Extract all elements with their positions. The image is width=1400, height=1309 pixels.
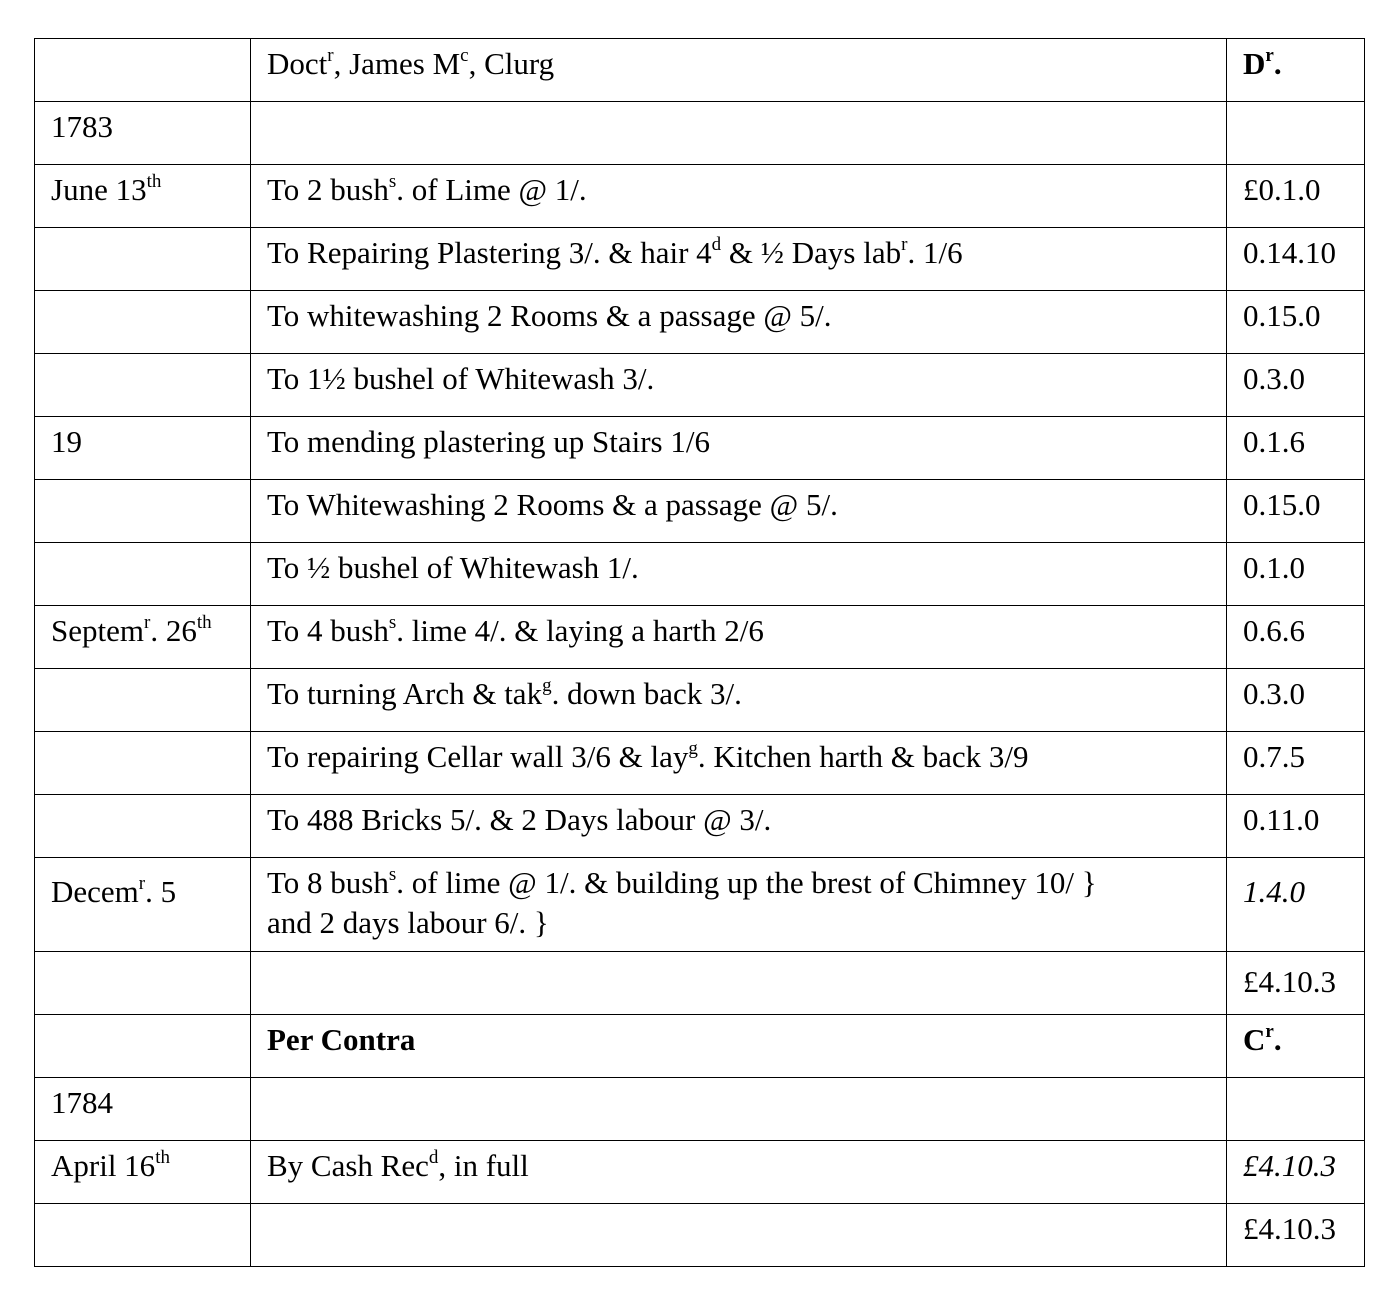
table-row [35,354,1365,417]
year-cell: 1783 [35,102,251,165]
desc-cell: To 8 bush$^s$. of lime @ 1/. & building up the brest of Chimney 10/ } and 2 days labour 6/. } [251,858,1227,952]
date-cell [35,1204,251,1267]
desc-cell: To 4 bush$^s$. lime 4/. & laying a harth 2/6 [251,606,1227,669]
debit-total: £4.10.3 [1227,952,1365,1015]
desc-cell [251,1204,1227,1267]
year-row [35,1078,1365,1141]
desc-line-2: and 2 days labour 6/. } [267,905,549,940]
amount-cell: 1.4.0 [1227,858,1365,952]
table-row [35,165,1365,228]
amount-cell [1227,1078,1365,1141]
amount-cell: 0.11.0 [1227,795,1365,858]
account-title: Doct$^r$, James $M^c$, Clurg [251,39,1227,102]
table-row [35,1141,1365,1204]
desc-cell: To turning Arch & tak$^g$. down back 3/. [251,669,1227,732]
header-row [35,39,1365,102]
amount-cell: 0.7.5 [1227,732,1365,795]
date-cell [35,228,251,291]
amount-cell: £0.1.0 [1227,165,1365,228]
credit-heading: Per Contra [251,1015,1227,1078]
date-cell: June 13th [35,165,251,228]
desc-cell: By Cash Rec$^d$, in full [251,1141,1227,1204]
credit-total-row [35,1204,1365,1267]
credit-header-row [35,1015,1365,1078]
table-row [35,417,1365,480]
credit-total: £4.10.3 [1227,1204,1365,1267]
desc-cell [251,952,1227,1015]
debit-label: $D^r$. [1227,39,1365,102]
desc-cell: To mending plastering up Stairs 1/6 [251,417,1227,480]
desc-cell: To 488 Bricks 5/. & 2 Days labour @ 3/. [251,795,1227,858]
table-row [35,732,1365,795]
table-row [35,795,1365,858]
date-cell: April 16th [35,1141,251,1204]
table-row [35,543,1365,606]
date-cell [35,543,251,606]
amount-cell: 0.3.0 [1227,669,1365,732]
date-cell [35,795,251,858]
table-row [35,606,1365,669]
date-cell [35,39,251,102]
debit-total-row [35,952,1365,1015]
credit-label: $C^r$. [1227,1015,1365,1078]
date-cell: Septem$^r$. 26th [35,606,251,669]
table-row [35,228,1365,291]
amount-cell: 0.14.10 [1227,228,1365,291]
date-cell: Decem$^r$. 5 [35,858,251,952]
date-cell [35,732,251,795]
date-cell [35,1015,251,1078]
desc-cell: To ½ bushel of Whitewash 1/. [251,543,1227,606]
desc-cell [251,102,1227,165]
desc-cell: To repairing Cellar wall 3/6 & lay$^g$. Kitchen harth & back 3/9 [251,732,1227,795]
desc-cell: To 1½ bushel of Whitewash 3/. [251,354,1227,417]
amount-cell: 0.15.0 [1227,291,1365,354]
date-cell [35,480,251,543]
desc-cell: To 2 bush$^s$. of Lime @ 1/. [251,165,1227,228]
date-cell [35,952,251,1015]
desc-cell: To Repairing Plastering 3/. & hair 4$^d$ & ½ Days lab$^r$. 1/6 [251,228,1227,291]
year-row [35,102,1365,165]
amount-cell: 0.15.0 [1227,480,1365,543]
amount-cell: £4.10.3 [1227,1141,1365,1204]
amount-cell: 0.1.0 [1227,543,1365,606]
desc-cell [251,1078,1227,1141]
date-cell: 19 [35,417,251,480]
ledger-table [34,38,1365,1267]
date-cell [35,669,251,732]
table-row [35,291,1365,354]
amount-cell: 0.3.0 [1227,354,1365,417]
date-cell [35,354,251,417]
desc-cell: To Whitewashing 2 Rooms & a passage @ 5/. [251,480,1227,543]
table-row [35,669,1365,732]
date-cell [35,291,251,354]
amount-cell [1227,102,1365,165]
amount-cell: 0.6.6 [1227,606,1365,669]
table-row [35,480,1365,543]
desc-cell: To whitewashing 2 Rooms & a passage @ 5/. [251,291,1227,354]
amount-cell: 0.1.6 [1227,417,1365,480]
year-cell: 1784 [35,1078,251,1141]
table-row [35,858,1365,952]
